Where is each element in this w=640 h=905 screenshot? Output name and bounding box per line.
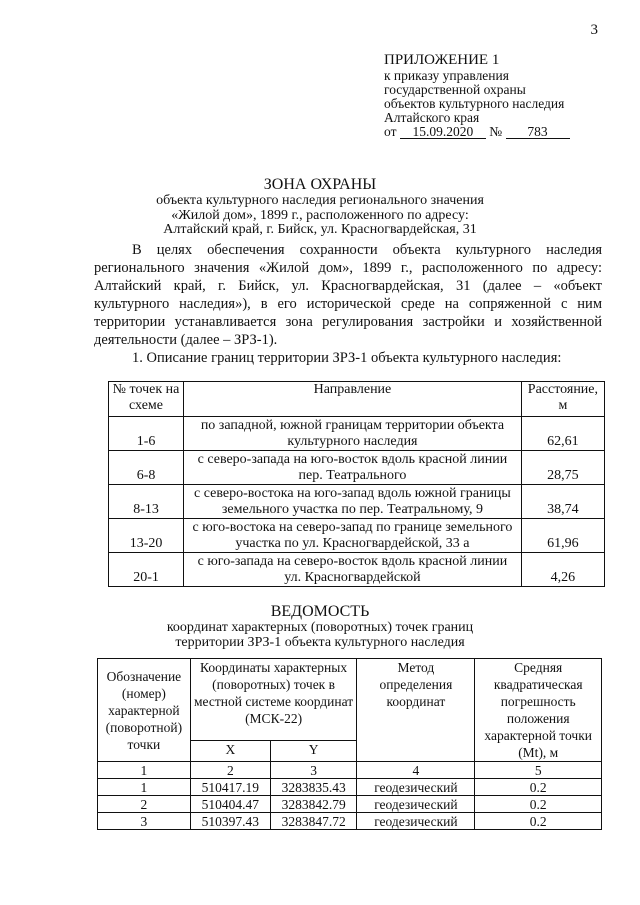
cell-x: 510404.47: [190, 796, 270, 813]
column-number: 4: [357, 762, 475, 779]
cell-point: 1: [98, 779, 191, 796]
cell-distance: 62,61: [521, 417, 604, 451]
cell-distance: 61,96: [521, 519, 604, 553]
column-number: 2: [190, 762, 270, 779]
cell-y: 3283847.72: [270, 813, 356, 830]
cell-direction: с юго-запада на северо-восток вдоль красной линии ул. Красногвардейской: [184, 553, 522, 587]
cell-distance: 38,74: [521, 485, 604, 519]
zone-subtitle-line: Алтайский край, г. Бийск, ул. Красногвардейская, 31: [163, 222, 477, 237]
vedomost-subtitle-line: территории ЗРЗ-1 объекта культурного наследия: [175, 634, 465, 650]
header-points: № точек на схеме: [109, 382, 184, 417]
header-method: Метод определения координат: [357, 659, 475, 762]
appendix-header: [384, 52, 614, 139]
table-row: [98, 779, 602, 796]
intro-section: [94, 241, 602, 367]
date-prefix: от: [384, 124, 397, 139]
cell-points: 1-6: [109, 417, 184, 451]
cell-mt: 0.2: [475, 796, 602, 813]
cell-y: 3283842.79: [270, 796, 356, 813]
coordinates-table: [97, 658, 602, 830]
header-designation: Обозначение (номер) характерной (поворотной) точки: [98, 659, 191, 762]
header-x: X: [190, 740, 270, 761]
cell-points: 20-1: [109, 553, 184, 587]
intro-paragraph: В целях обеспечения сохранности объекта культурного наследия регионального значения «Жилой дом», 1899 г., расположенного по адресу: Алтайский край, г. Бийск, ул. Красногвардейская, 31 (далее – «объект культурного наследия»), в его исторической среде на сопряженной с ним территории устанавливается зона регулирования застройки и хозяйственной деятельности (далее – ЗРЗ-1).: [94, 242, 602, 348]
appendix-line: объектов культурного наследия: [384, 96, 565, 111]
appendix-line: к приказу управления: [384, 68, 509, 83]
column-number-row: [98, 762, 602, 779]
cell-mt: 0.2: [475, 813, 602, 830]
appendix-line: Алтайского края: [384, 110, 480, 125]
cell-method: геодезический: [357, 796, 475, 813]
number-sign: №: [489, 124, 503, 139]
vedomost-heading: ВЕДОМОСТЬ: [270, 603, 370, 620]
header-coordinates: Координаты характерных (поворотных) точек в местной системе координат (МСК-22): [190, 659, 357, 741]
order-date-line: [384, 125, 614, 139]
cell-points: 13-20: [109, 519, 184, 553]
header-y: Y: [270, 740, 356, 761]
zone-subtitle-line: «Жилой дом», 1899 г., расположенного по адресу:: [171, 207, 469, 223]
cell-direction: по западной, южной границам территории объекта культурного наследия: [184, 417, 522, 451]
cell-distance: 4,26: [521, 553, 604, 587]
table-header-row: [98, 659, 602, 741]
table-row: [109, 451, 605, 485]
cell-y: 3283835.43: [270, 779, 356, 796]
cell-point: 3: [98, 813, 191, 830]
order-number: 783: [506, 125, 570, 139]
borders-table: [108, 381, 605, 587]
zone-subtitle-line: объекта культурного наследия регионального значения: [156, 193, 484, 208]
zone-title: [0, 176, 640, 238]
table-row: [98, 813, 602, 830]
page-number: 3: [590, 22, 598, 38]
section-1-title: 1. Описание границ территории ЗРЗ-1 объекта культурного наследия:: [132, 350, 562, 366]
header-accuracy: Средняя квадратическая погрешность положения характерной точки (Mt), м: [475, 659, 602, 762]
table-row: [109, 553, 605, 587]
cell-point: 2: [98, 796, 191, 813]
table-row: [109, 485, 605, 519]
table-row: [98, 796, 602, 813]
appendix-title: ПРИЛОЖЕНИЕ 1: [384, 52, 500, 68]
cell-direction: с северо-запада на юго-восток вдоль красной линии пер. Театрального: [184, 451, 522, 485]
cell-method: геодезический: [357, 813, 475, 830]
cell-points: 8-13: [109, 485, 184, 519]
cell-x: 510397.43: [190, 813, 270, 830]
vedomost-subtitle-line: координат характерных (поворотных) точек границ: [166, 620, 474, 635]
column-number: 3: [270, 762, 356, 779]
cell-direction: с северо-востока на юго-запад вдоль южной границы земельного участка по пер. Театральному, 9: [184, 485, 522, 519]
cell-x: 510417.19: [190, 779, 270, 796]
table-header-row: [109, 382, 605, 417]
table-row: [109, 519, 605, 553]
header-direction: Направление: [184, 382, 522, 417]
cell-method: геодезический: [357, 779, 475, 796]
header-distance: Расстояние, м: [521, 382, 604, 417]
appendix-line: государственной охраны: [384, 82, 526, 97]
cell-direction: с юго-востока на северо-запад по границе земельного участка по ул. Красногвардейской, 33 а: [184, 519, 522, 553]
column-number: 5: [475, 762, 602, 779]
column-number: 1: [98, 762, 191, 779]
cell-points: 6-8: [109, 451, 184, 485]
vedomost-title: [0, 603, 640, 650]
order-date: 15.09.2020: [400, 125, 486, 139]
table-row: [109, 417, 605, 451]
zone-heading: ЗОНА ОХРАНЫ: [263, 176, 377, 193]
cell-distance: 28,75: [521, 451, 604, 485]
cell-mt: 0.2: [475, 779, 602, 796]
